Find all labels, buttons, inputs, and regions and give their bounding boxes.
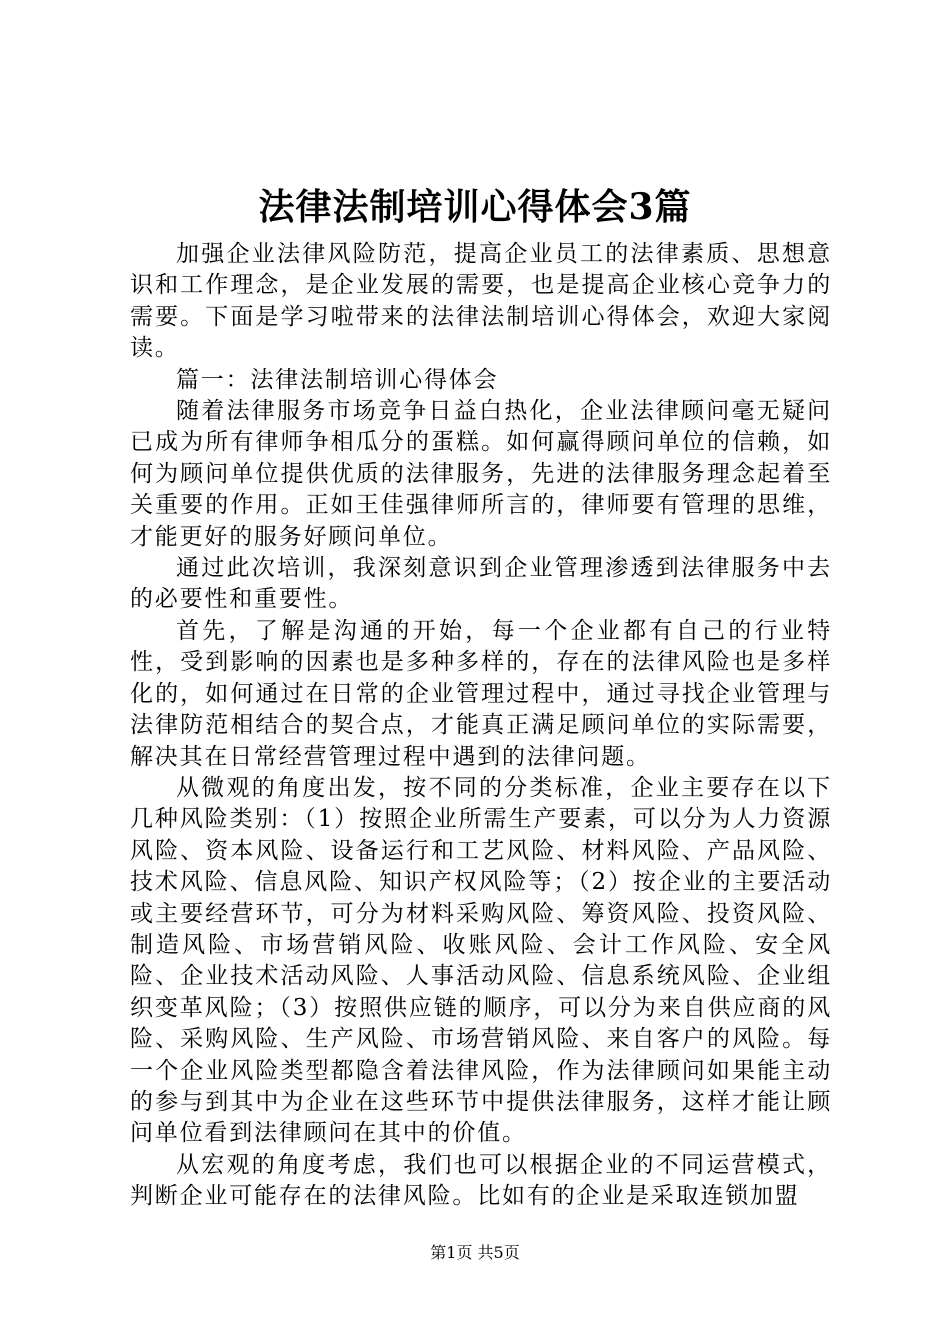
page-number-footer: 第1页 共5页 [430, 1243, 520, 1262]
section-heading: 篇一：法律法制培训心得体会 [176, 366, 499, 393]
paragraph: 随着法律服务市场竞争日益白热化，企业法律顾问毫无疑问已成为所有律师争相瓜分的蛋糕。如何赢得顾问单位的信赖，如何为顾问单位提供优质的法律服务，先进的法律服务理念起着至关重要的作用。正如王佳强律师所言的，律师要有管理的思维，才能更好的服务好顾问单位。 [130, 398, 832, 550]
paragraph: 首先，了解是沟通的开始，每一个企业都有自己的行业特性，受到影响的因素也是多种多样的，存在的法律风险也是多样化的，如何通过在日常的企业管理过程中，通过寻找企业管理与法律防范相结合的契合点，才能真正满足顾问单位的实际需要，解决其在日常经营管理过程中遇到的法律问题。 [130, 617, 832, 770]
document-body [130, 239, 832, 1213]
paragraph: 从微观的角度出发，按不同的分类标准，企业主要存在以下几种风险类别：（1）按照企业所需生产要素，可以分为人力资源风险、资本风险、设备运行和工艺风险、材料风险、产品风险、技术风险、信息风险、知识产权风险等；（2）按企业的主要活动或主要经营环节，可分为材料采购风险、筹资风险、投资风险、制造风险、市场营销风险、收账风险、会计工作风险、安全风险、企业技术活动风险、人事活动风险、信息系统风险、企业组织变革风险；（3）按照供应链的顺序，可以分为来自供应商的风险、采购风险、生产风险、市场营销风险、来自客户的风险。每一个企业风险类型都隐含着法律风险，作为法律顾问如果能主动的参与到其中为企业在这些环节中提供法律服务，这样才能让顾问单位看到法律顾问在其中的价值。 [130, 774, 832, 1147]
document-title: 法律法制培训心得体会3篇 [258, 186, 692, 228]
paragraph: 从宏观的角度考虑，我们也可以根据企业的不同运营模式，判断企业可能存在的法律风险。比如有的企业是采取连锁加盟 [130, 1151, 832, 1210]
paragraph: 通过此次培训，我深刻意识到企业管理渗透到法律服务中去的必要性和重要性。 [130, 555, 832, 613]
paragraph-intro: 加强企业法律风险防范，提高企业员工的法律素质、思想意识和工作理念，是企业发展的需要，也是提高企业核心竞争力的需要。下面是学习啦带来的法律法制培训心得体会，欢迎大家阅读。 [130, 241, 832, 362]
